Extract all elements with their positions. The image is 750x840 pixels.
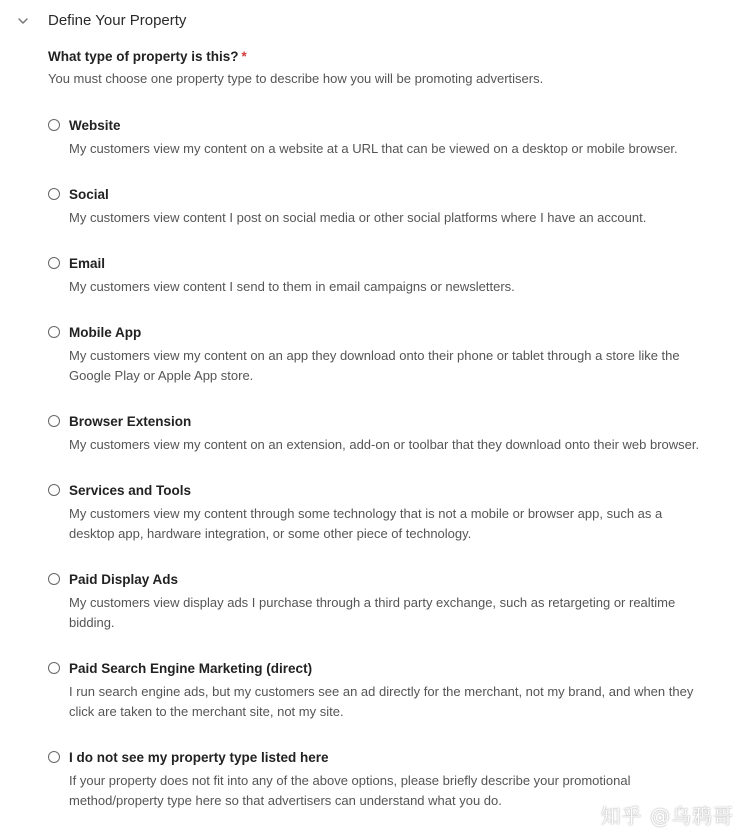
option-description: My customers view content I send to them in email campaigns or newsletters. [69, 279, 515, 294]
radio-paid-search-engine-marketing[interactable] [48, 662, 60, 674]
option-label[interactable]: Paid Display Ads [69, 572, 179, 587]
option-label[interactable]: Mobile App [69, 325, 142, 340]
radio-website[interactable] [48, 119, 60, 131]
option-label[interactable]: Email [69, 256, 106, 271]
property-type-question [48, 48, 728, 88]
option-label[interactable]: Website [69, 118, 121, 133]
option-description: My customers view my content on an app they download onto their phone or tablet through a store like the Google Play or Apple App store. [69, 348, 680, 383]
watermark: 知乎 @乌鸦哥 [600, 804, 734, 828]
radio-paid-display-ads[interactable] [48, 573, 60, 585]
chevron-down-icon[interactable] [17, 15, 29, 27]
option-label[interactable]: Social [69, 187, 109, 202]
radio-browser-extension[interactable] [48, 415, 60, 427]
required-indicator: * [241, 49, 247, 64]
radio-email[interactable] [48, 257, 60, 269]
radio-services-and-tools[interactable] [48, 484, 60, 496]
option-label[interactable]: Services and Tools [69, 483, 192, 498]
option-description: My customers view content I post on social media or other social platforms where I have an account. [69, 210, 647, 225]
option-description: My customers view display ads I purchase through a third party exchange, such as retargeting or realtime bidding. [69, 595, 676, 630]
question-label-text: What type of property is this? [48, 49, 239, 64]
option-description: If your property does not fit into any of the above options, please briefly describe your promotional method/property type here so that advertisers can understand what you do. [69, 773, 631, 808]
option-description: My customers view my content on an extension, add-on or toolbar that they download onto their web browser. [69, 437, 700, 452]
radio-social[interactable] [48, 188, 60, 200]
question-label [48, 48, 728, 66]
question-help-text: You must choose one property type to describe how you will be promoting advertisers. [48, 71, 544, 86]
radio-not-listed[interactable] [48, 751, 60, 763]
radio-mobile-app[interactable] [48, 326, 60, 338]
section-header[interactable] [0, 0, 750, 42]
option-description: My customers view my content on a website at a URL that can be viewed on a desktop or mobile browser. [69, 141, 678, 156]
section-title: Define Your Property [48, 12, 187, 29]
option-description: My customers view my content through some technology that is not a mobile or browser app, such as a desktop app, hardware integration, or some other piece of technology. [69, 506, 663, 541]
option-description: I run search engine ads, but my customers see an ad directly for the merchant, not my brand, and when they click are taken to the merchant site, not my site. [69, 684, 694, 719]
option-label[interactable]: Paid Search Engine Marketing (direct) [69, 661, 313, 676]
option-label[interactable]: I do not see my property type listed here [69, 750, 329, 765]
option-label[interactable]: Browser Extension [69, 414, 192, 429]
